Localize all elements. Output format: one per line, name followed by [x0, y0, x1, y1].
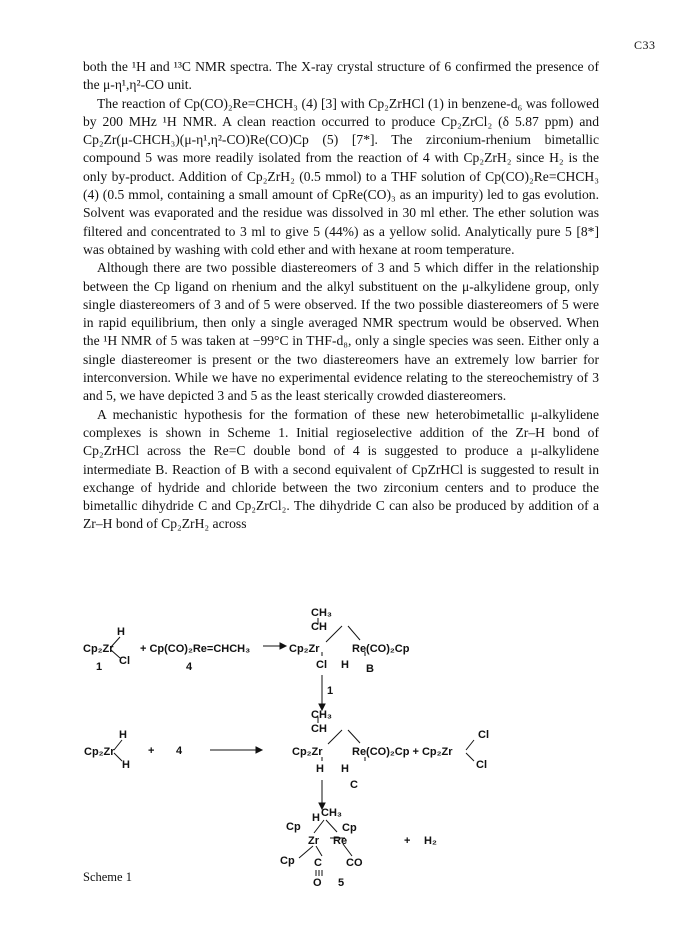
body-text [83, 58, 599, 534]
five-zr: Zr [308, 835, 319, 847]
five-cp-bottom: Cp [280, 855, 295, 867]
paragraph-2: The reaction of Cp(CO)₂Re=CHCH₃ (4) [3] with Cp₂ZrHCl (1) in benzene-d₆ was followed by 200 MHz ¹H NMR. A clean reaction occurred to produce Cp₂ZrCl₂ (δ 5.87 ppm) and Cp₂Zr(μ-CHCH₃)(μ-η¹,η²-CO)Re(CO)Cp (5) [7*]. The zirconium-rhenium bimetallic compound 5 was more readily isolated from the reaction of 4 with Cp₂ZrH₂ since H₂ is the only by-product. Addition of Cp₂ZrH₂ (0.5 mmol) to a THF solution of Cp(CO)₂Re=CHCH₃ (4) (0.5 mmol, containing a small amount of CpRe(CO)₃ as an impurity) led to gas evolution. Solvent was evaporated and the residue was dissolved in 30 ml ether. The ether solution was filtered and concentrated to 3 ml to give 5 (44%) as a yellow solid. Analytically pure 5 [8*] was obtained by washing with cold ether and with hexane at room temperature. [83, 95, 599, 257]
row1-cl: Cl [119, 655, 130, 667]
b-ch3: CH₃ [311, 607, 332, 619]
label-5: 5 [338, 877, 345, 889]
arrow-label-1: 1 [327, 685, 334, 697]
row2-label-4: 4 [176, 745, 183, 757]
row2-cp2zr: Cp₂Zr [84, 746, 115, 758]
zrcl2-cl-bottom: Cl [476, 759, 487, 771]
page-number: C33 [634, 38, 656, 52]
label-B: B [366, 663, 374, 675]
five-c: C [314, 857, 322, 869]
scheme-1 [0, 600, 680, 890]
row2-h-top: H [119, 729, 127, 741]
label-C: C [350, 779, 358, 791]
five-h: H [312, 812, 320, 824]
five-cp-right: Cp [342, 822, 357, 834]
five-re: Re [333, 835, 348, 847]
reagent-4-text: + Cp(CO)₂Re=CHCH₃ [140, 643, 251, 655]
c-cp2zr: Cp₂Zr [292, 746, 323, 758]
row2-plus: + [148, 745, 155, 757]
five-h2: H₂ [424, 835, 437, 847]
b-cl: Cl [316, 659, 327, 671]
row2-h-bottom: H [122, 759, 130, 771]
five-o: O [313, 877, 322, 889]
five-cp-left: Cp [286, 821, 301, 833]
zrcl2-cl-top: Cl [478, 729, 489, 741]
c-ch3: CH₃ [311, 709, 332, 721]
b-re-co2-cp: Re(CO)₂Cp [352, 643, 410, 655]
c-h-right: H [341, 763, 349, 775]
b-ch: CH [311, 621, 327, 633]
c-ch: CH [311, 723, 327, 735]
label-4: 4 [186, 661, 193, 673]
five-co: CO [346, 857, 363, 869]
five-plus: + [404, 835, 411, 847]
paragraph-3: Although there are two possible diastereomers of 3 and 5 which differ in the relationship between the Cp ligand on rhenium and the alkyl substituent on the μ-alkylidene group, only single diastereomers of 3 and of 5 were observed. If the two possible diastereomers of 5 were in rapid equilibrium, then only a single averaged NMR spectrum would be observed. When the ¹H NMR of 5 was taken at −99°C in THF-d₈, only a single species was seen. Either only a single diastereomer is present or the two diastereomers have an extremely low barrier for interconversion. While we have no experimental evidence relating to the stereochemistry of 3 and 5, we have depicted 3 and 5 as the least sterically crowded diastereomers. [83, 260, 599, 404]
paragraph-4: A mechanistic hypothesis for the formation of these new heterobimetallic μ-alkylidene complexes is shown in Scheme 1. Initial regioselective addition of the Zr–H bond of Cp₂ZrHCl across the Re=C double bond of 4 is suggested to produce a μ-alkylidene intermediate B. Reaction of B with a second equivalent of CpZrHCl is suggested to result in exchange of hydride and chloride between the two zirconium centers and to produce the bimetallic dihydride C and Cp₂ZrCl₂. The dihydride C can also be produced by addition of a Zr–H bond of Cp₂ZrH₂ across [83, 406, 599, 532]
b-h: H [341, 659, 349, 671]
scheme-caption: Scheme 1 [83, 870, 132, 884]
row1-cp2zr: Cp₂Zr [83, 643, 114, 655]
paragraph-1: both the ¹H and ¹³C NMR spectra. The X-ray crystal structure of 6 confirmed the presence of the μ-η¹,η²-CO unit. [83, 59, 599, 93]
c-h-left: H [316, 763, 324, 775]
label-1: 1 [96, 661, 103, 673]
row1-h: H [117, 626, 125, 638]
five-ch3: CH₃ [321, 807, 342, 819]
b-cp2zr: Cp₂Zr [289, 643, 320, 655]
c-re-co2-cp-plus: Re(CO)₂Cp + Cp₂Zr [352, 746, 453, 758]
reaction-scheme-diagram [0, 600, 680, 890]
